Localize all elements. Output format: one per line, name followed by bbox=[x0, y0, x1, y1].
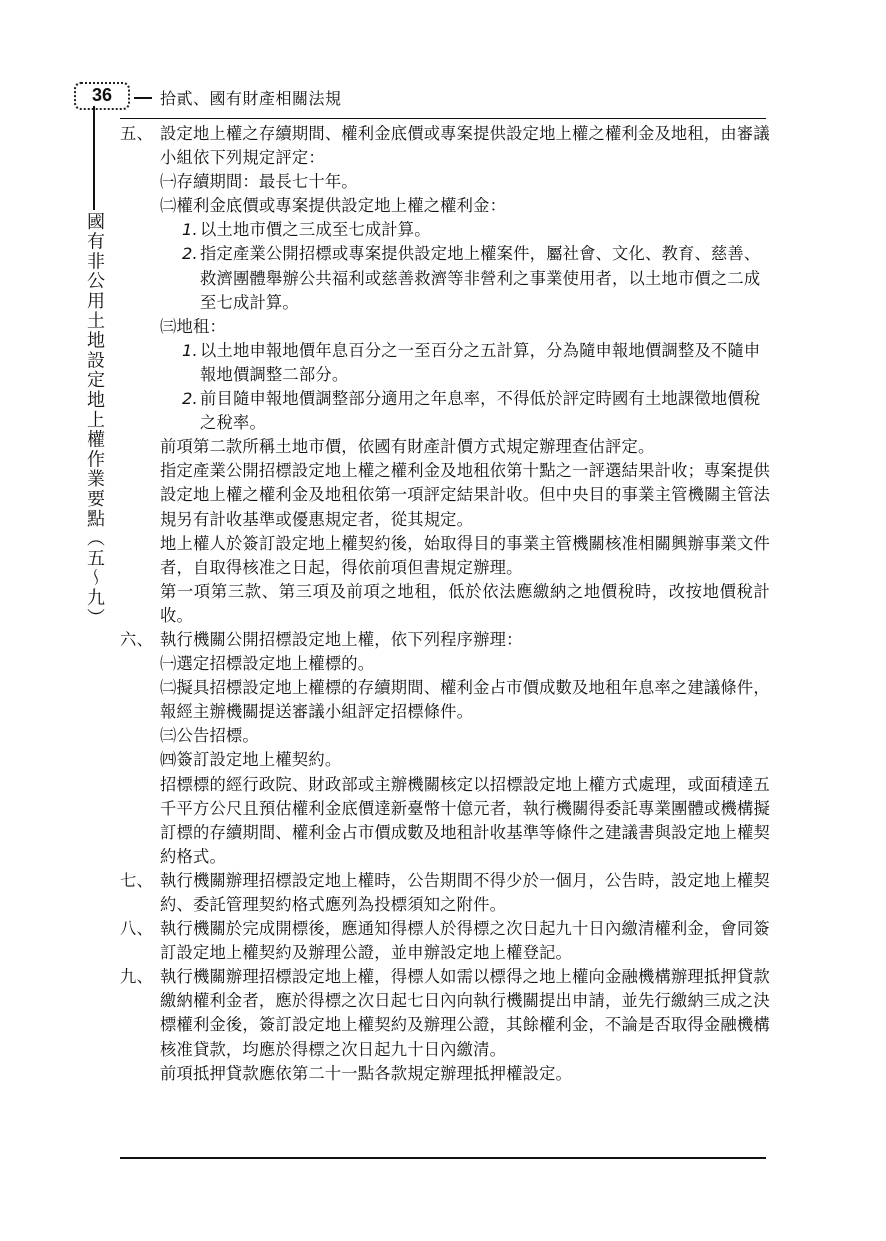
item-marker: 1. bbox=[182, 220, 198, 240]
paragraph: 地上權人於簽訂設定地上權契約後，始取得目的事業主管機關核准相關興辦事業文件者，自取得核准之日起，得依前項但書規定辦理。 bbox=[160, 533, 770, 577]
page-number: 36 bbox=[91, 85, 113, 105]
item-text: 以土地申報地價年息百分之一至百分之五計算，分為隨申報地價調整及不隨申報地價調整二部分。 bbox=[200, 340, 761, 384]
item-marker: 2. bbox=[182, 389, 198, 409]
item-marker: 2. bbox=[182, 244, 198, 264]
item-text: 前目隨申報地價調整部分適用之年息率，不得低於評定時國有土地課徵地價稅之稅率。 bbox=[200, 389, 761, 433]
section-text: 執行機關辦理招標設定地上權，得標人如需以標得之地上權向金融機構辦理抵押貸款繳納權利金者，應於得標之次日起七日內向執行機關提出申請，並先行繳納三成之決標權利金後，簽訂設定地上權契約及辦理公證，其餘權利金，不論是否取得金融機構核准貸款，均應於得標之次日起九十日內繳清。 bbox=[160, 967, 770, 1059]
section-marker: 六、 bbox=[120, 629, 153, 649]
side-rule bbox=[93, 106, 95, 210]
section-9 bbox=[120, 965, 770, 1061]
document-body bbox=[120, 122, 770, 1086]
section-text: 執行機關公開招標設定地上權，依下列程序辦理： bbox=[160, 629, 523, 649]
item-text: 以土地市價之三成至七成計算。 bbox=[200, 220, 431, 240]
page-number-badge bbox=[74, 82, 130, 110]
section-7 bbox=[120, 869, 770, 917]
section-6 bbox=[120, 628, 770, 652]
section-marker: 八、 bbox=[120, 919, 153, 939]
section-text: 執行機關辦理招標設定地上權時，公告期間不得少於一個月，公告時，設定地上權契約、委託管理契約格式應列為投標須知之附件。 bbox=[160, 870, 770, 914]
section-text: 執行機關於完成開標後，應通知得標人於得標之次日起九十日內繳清權利金，會同簽訂設定地上權契約及辦理公證，並申辦設定地上權登記。 bbox=[160, 919, 770, 963]
section-text: 設定地上權之存續期間、權利金底價或專案提供設定地上權之權利金及地租，由審議小組依下列規定評定： bbox=[160, 124, 770, 168]
sub-item: ㈠選定招標設定地上權標的。 bbox=[160, 654, 375, 674]
paragraph: 前項第二款所稱土地市價，依國有財產計價方式規定辦理查估評定。 bbox=[160, 437, 655, 457]
sub-sub-item bbox=[120, 387, 770, 435]
sub-sub-item bbox=[120, 242, 770, 314]
paragraph: 第一項第三款、第三項及前項之地租，低於依法應繳納之地價稅時，改按地價稅計收。 bbox=[160, 581, 770, 625]
sub-item: ㈡權利金底價或專案提供設定地上權之權利金： bbox=[160, 196, 507, 216]
paragraph: 指定產業公開招標設定地上權之權利金及地租依第十點之一評選結果計收；專案提供設定地上權之權利金及地租依第一項評定結果計收。但中央目的事業主管機關主管法規另有計收基準或優惠規定者，從其規定。 bbox=[160, 461, 770, 529]
paragraph: 前項抵押貸款應依第二十一點各款規定辦理抵押權設定。 bbox=[160, 1063, 573, 1083]
running-title: 拾貳、國有財產相關法規 bbox=[160, 89, 342, 108]
section-8 bbox=[120, 917, 770, 965]
sub-item: ㈣簽訂設定地上權契約。 bbox=[160, 750, 342, 770]
section-marker: 九、 bbox=[120, 967, 153, 987]
paragraph: 招標標的經行政院、財政部或主辦機關核定以招標設定地上權方式處理，或面積達五千平方公尺且預估權利金底價達新臺幣十億元者，執行機關得委託專業團體或機構擬訂標的存續期間、權利金占市價成數及地租計收基準等條件之建議書與設定地上權契約格式。 bbox=[160, 774, 770, 866]
section-marker: 五、 bbox=[120, 124, 153, 143]
sub-sub-item bbox=[120, 339, 770, 387]
header-dash bbox=[134, 97, 152, 99]
header-rule bbox=[120, 118, 766, 119]
section-5 bbox=[120, 122, 770, 170]
sub-item: ㈢地租： bbox=[160, 316, 226, 336]
sub-item: ㈡擬具招標設定地上權標的存續期間、權利金占市價成數及地租年息率之建議條件，報經主辦機關提送審議小組評定招標條件。 bbox=[160, 678, 770, 722]
footer-rule bbox=[120, 1157, 766, 1159]
item-marker: 1. bbox=[182, 340, 198, 360]
sub-item: ㈢公告招標。 bbox=[160, 726, 259, 746]
section-marker: 七、 bbox=[120, 870, 153, 890]
item-text: 指定產業公開招標或專案提供設定地上權案件，屬社會、文化、教育、慈善、救濟團體舉辦公共福利或慈善救濟等非營利之事業使用者，以土地市價之二成至七成計算。 bbox=[200, 244, 761, 312]
sub-sub-item bbox=[120, 218, 770, 242]
sub-item: ㈠存續期間：最長七十年。 bbox=[160, 172, 358, 192]
side-chapter-title: 國有非公用土地設定地上權作業要點（五～九） bbox=[84, 212, 105, 628]
